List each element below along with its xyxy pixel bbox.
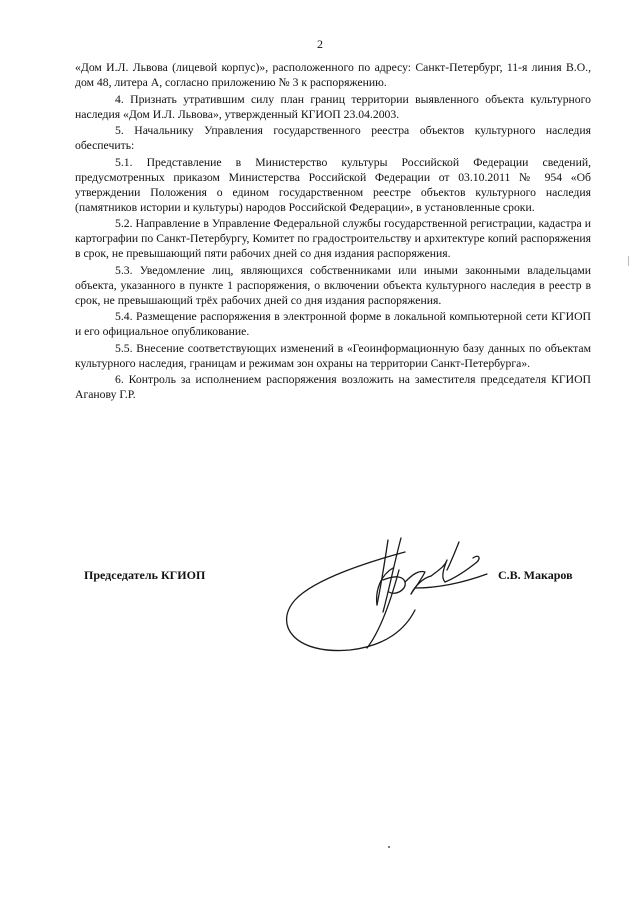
paragraph-item-5: 5. Начальнику Управления государственного реестра объектов культурного наследия обеспечить: (75, 124, 591, 152)
handwritten-signature (255, 530, 515, 665)
paragraph-continuation: «Дом И.Л. Львова (лицевой корпус)», расположенного по адресу: Санкт-Петербург, 11-я линия В.О., дом 48, литера А, согласно приложению № 3 к распоряжению. (75, 61, 591, 89)
paragraph-item-5-4: 5.4. Размещение распоряжения в электронной форме в локальной компьютерной сети КГИОП и его официальное опубликование. (75, 310, 591, 338)
signatory-name: С.В. Макаров (498, 568, 573, 582)
document-body (75, 60, 591, 404)
paragraph-item-5-5: 5.5. Внесение соответствующих изменений в «Геоинформационную базу данных по объектам культурного наследия, границам и режимам зон охраны на территории Санкт-Петербурга». (75, 341, 591, 370)
paragraph-item-4: 4. Признать утратившим силу план границ территории выявленного объекта культурного наследия «Дом И.Л. Львова», утвержденный КГИОП 23.04.2003. (75, 92, 591, 121)
paragraph-item-6: 6. Контроль за исполнением распоряжения возложить на заместителя председателя КГИОП Аганову Г.Р. (75, 373, 591, 401)
paragraph-item-5-3: 5.3. Уведомление лиц, являющихся собственниками или иными законными владельцами объекта, указанного в пункте 1 распоряжения, о включении объекта культурного наследия в реестр в срок, не превышающий трёх рабочих дней со дня издания распоряжения. (75, 263, 591, 307)
scan-speck (388, 846, 390, 848)
page-number: 2 (317, 37, 323, 51)
paragraph-item-5-2: 5.2. Направление в Управление Федеральной службы государственной регистрации, кадастра и картографии по Санкт-Петербургу, Комитет по градостроительству и архитектуре копий распоряжения в срок, не превышающий пяти рабочих дней со дня издания распоряжения. (75, 217, 591, 260)
scan-mark (628, 256, 629, 266)
paragraph-item-5-1: 5.1. Представление в Министерство культуры Российской Федерации сведений, предусмотренных приказом Министерства Российской Федерации от 03.10.2011 № 954 «Об утверждении Положения о едином государственном реестре объектов культурного наследия (памятников истории и культуры) народов Российской Федерации», в установленные сроки. (75, 155, 591, 214)
signatory-title: Председатель КГИОП (84, 568, 206, 582)
